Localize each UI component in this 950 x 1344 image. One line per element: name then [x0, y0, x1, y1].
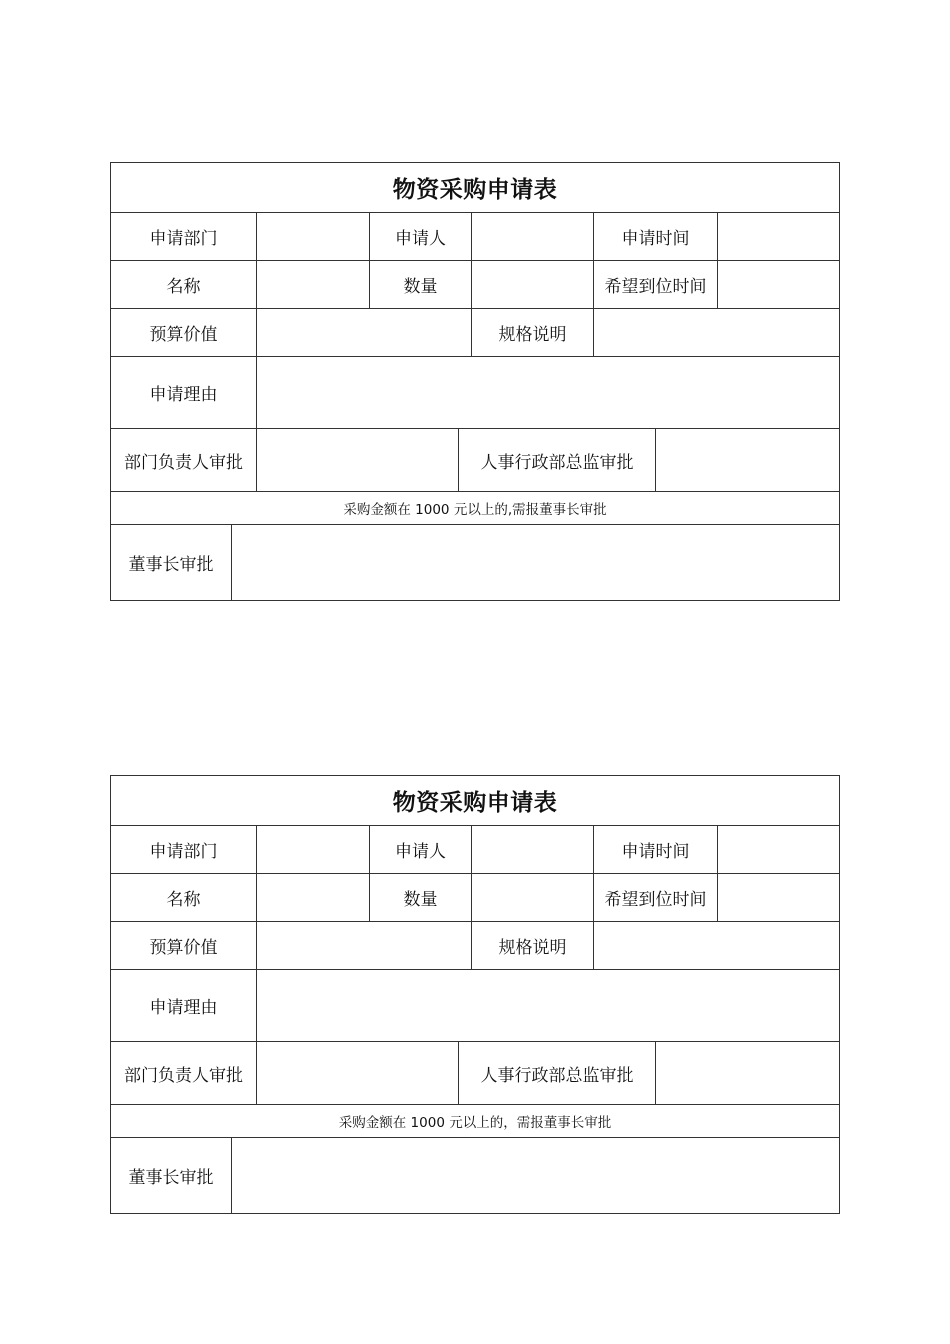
label-dept: 申请部门 [149, 842, 218, 862]
label-applicant: 申请人 [369, 213, 471, 260]
field-applicant[interactable] [471, 826, 593, 873]
label-apply-time: 申请时间 [593, 826, 717, 873]
row-approvals [111, 1041, 839, 1104]
row-name-quantity-arrival [111, 873, 839, 921]
label-name: 名称 [166, 277, 201, 297]
field-apply-time[interactable] [717, 213, 839, 260]
approval-note [111, 1105, 839, 1137]
field-budget-value[interactable] [256, 922, 471, 969]
approval-note-text: 采购金额在 1000 元以上的，需报董事长审批 [338, 1115, 612, 1131]
label-spec: 规格说明 [471, 922, 593, 969]
approval-note-text: 采购金额在 1000 元以上的,需报董事长审批 [343, 502, 607, 518]
row-reason [111, 969, 839, 1041]
label-dept-head-approval: 部门负责人审批 [124, 1065, 243, 1086]
label-spec: 规格说明 [471, 309, 593, 356]
row-note [111, 491, 839, 524]
row-dept-applicant-time [111, 212, 839, 260]
field-name[interactable] [256, 261, 369, 308]
label-dept-head-approval: 部门负责人审批 [124, 452, 243, 473]
row-reason [111, 356, 839, 428]
row-name-quantity-arrival [111, 260, 839, 308]
field-hr-admin-approval[interactable] [655, 429, 839, 491]
field-name[interactable] [256, 874, 369, 921]
field-budget-value[interactable] [256, 309, 471, 356]
field-dept-head-approval[interactable] [256, 1042, 458, 1104]
form-title-text: 物资采购申请表 [392, 790, 558, 816]
field-spec[interactable] [593, 309, 839, 356]
label-applicant: 申请人 [369, 826, 471, 873]
label-quantity: 数量 [369, 874, 471, 921]
field-chairman-approval[interactable] [231, 1138, 839, 1213]
label-hr-admin-approval: 人事行政部总监审批 [458, 429, 655, 491]
form-title-text: 物资采购申请表 [392, 177, 558, 203]
field-applicant[interactable] [471, 213, 593, 260]
row-note [111, 1104, 839, 1137]
field-spec[interactable] [593, 922, 839, 969]
form-title-row [111, 776, 839, 825]
field-reason[interactable] [256, 357, 839, 428]
form-title [111, 776, 839, 825]
label-quantity: 数量 [369, 261, 471, 308]
field-dept[interactable] [256, 213, 369, 260]
field-reason[interactable] [256, 970, 839, 1041]
field-dept[interactable] [256, 826, 369, 873]
row-chairman-approval [111, 1137, 839, 1213]
row-dept-applicant-time [111, 825, 839, 873]
field-expected-arrival[interactable] [717, 874, 839, 921]
row-budget-spec [111, 308, 839, 356]
label-reason: 申请理由 [149, 385, 218, 405]
field-hr-admin-approval[interactable] [655, 1042, 839, 1104]
approval-note [111, 492, 839, 524]
field-dept-head-approval[interactable] [256, 429, 458, 491]
label-reason: 申请理由 [149, 998, 218, 1018]
field-quantity[interactable] [471, 874, 593, 921]
label-chairman-approval: 董事长审批 [128, 555, 214, 575]
row-budget-spec [111, 921, 839, 969]
form-title-row [111, 163, 839, 212]
label-budget-value: 预算价值 [149, 325, 218, 345]
label-apply-time: 申请时间 [593, 213, 717, 260]
label-name: 名称 [166, 890, 201, 910]
field-quantity[interactable] [471, 261, 593, 308]
field-chairman-approval[interactable] [231, 525, 839, 600]
label-budget-value: 预算价值 [149, 938, 218, 958]
field-apply-time[interactable] [717, 826, 839, 873]
form-title [111, 163, 839, 212]
purchase-request-form-2 [110, 775, 840, 1214]
row-chairman-approval [111, 524, 839, 600]
row-approvals [111, 428, 839, 491]
label-expected-arrival: 希望到位时间 [593, 874, 717, 921]
label-expected-arrival: 希望到位时间 [593, 261, 717, 308]
label-chairman-approval: 董事长审批 [128, 1168, 214, 1188]
label-hr-admin-approval: 人事行政部总监审批 [458, 1042, 655, 1104]
field-expected-arrival[interactable] [717, 261, 839, 308]
label-dept: 申请部门 [149, 229, 218, 249]
purchase-request-form-1 [110, 162, 840, 601]
